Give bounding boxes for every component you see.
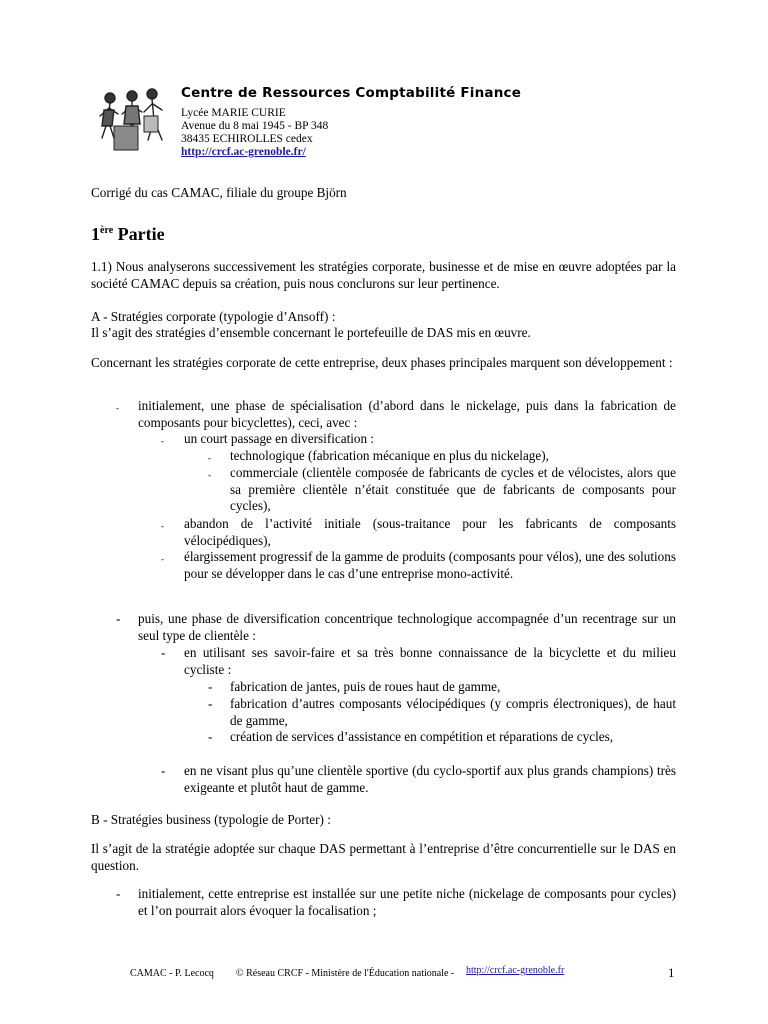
address-line: Avenue du 8 mai 1945 - BP 348	[181, 120, 329, 132]
footer-author: CAMAC - P. Lecocq	[130, 968, 214, 979]
list-item: fabrication de jantes, puis de roues haut de gamme,	[230, 679, 501, 694]
list-item: initialement, une phase de spécialisation (d’abord dans le nickelage, puis dans la fabrication de composants pour bicyclettes), ceci, avec :	[138, 398, 676, 430]
page-footer	[0, 965, 768, 985]
list-bullet: -	[208, 696, 213, 711]
list-bullet: -	[161, 554, 164, 564]
part-heading	[91, 220, 676, 245]
part-superscript: ère	[100, 225, 114, 236]
list-bullet: -	[161, 521, 164, 531]
list-bullet: -	[161, 645, 166, 660]
org-title: Centre de Ressources Comptabilité Finance	[181, 85, 522, 101]
address-line: Lycée MARIE CURIE	[181, 107, 286, 119]
footer-link[interactable]: http://crcf.ac-grenoble.fr	[466, 965, 565, 976]
document-title: Corrigé du cas CAMAC, filiale du groupe Björn	[91, 185, 347, 200]
list-bullet: -	[208, 729, 213, 744]
org-address	[181, 107, 328, 159]
list-bullet: -	[208, 679, 213, 694]
part-word: Partie	[117, 224, 165, 244]
address-line: 38435 ECHIROLLES cedex	[181, 133, 313, 145]
list-item: en ne visant plus qu’une clientèle sportive (du cyclo-sportif aux plus grands champions) très exigeante et plutôt haut de gamme.	[184, 763, 676, 795]
list-item: fabrication d’autres composants vélocipédiques (y compris électroniques), de haut de gamme,	[230, 696, 676, 728]
crcf-logo-icon	[92, 86, 168, 158]
list-item: puis, une phase de diversification concentrique technologique accompagnée d’un recentrage sur un seul type de clientèle :	[138, 611, 676, 643]
intro-paragraph: 1.1) Nous analyserons successivement les stratégies corporate, businesse et de mise en œuvre adoptées par la société CAMAC depuis sa création, puis nous conclurons sur leur pertinence.	[91, 259, 676, 291]
list-item: un court passage en diversification :	[184, 431, 375, 446]
list-bullet: -	[208, 453, 211, 463]
section-a-text: Il s’agit des stratégies d’ensemble concernant le portefeuille de DAS mis en œuvre.	[91, 325, 531, 340]
list-item: élargissement progressif de la gamme de produits (composants pour vélos), une des solutions pour se développer dans le cas d’une entreprise mono-activité.	[184, 549, 676, 581]
part-number: 1	[91, 224, 100, 244]
list-bullet: -	[116, 403, 119, 413]
list-item: abandon de l’activité initiale (sous-traitance pour les fabricants de composants vélocipédiques),	[184, 516, 676, 548]
corporate-paragraph: Concernant les stratégies corporate de cette entreprise, deux phases principales marquent son développement :	[91, 355, 673, 370]
list-item: en utilisant ses savoir-faire et sa très bonne connaissance de la bicyclette et du milieu cycliste :	[184, 645, 676, 677]
list-item: commerciale (clientèle composée de fabricants de cycles et de vélocistes, alors que sa première clientèle n’était constituée que de fabricants de composants pour cycles),	[230, 465, 676, 514]
section-a-title: A - Stratégies corporate (typologie d’Ansoff) :	[91, 309, 336, 324]
list-bullet: -	[116, 886, 121, 901]
page-number: 1	[668, 965, 675, 980]
list-bullet: -	[208, 470, 211, 480]
org-website-link[interactable]: http://crcf.ac-grenoble.fr/	[181, 146, 306, 158]
list-item: initialement, cette entreprise est installée sur une petite niche (nickelage de composants pour cycles) et l’on pourrait alors évoquer la focalisation ;	[138, 886, 676, 918]
list-bullet: -	[161, 763, 166, 778]
list-item: création de services d’assistance en compétition et réparations de cycles,	[230, 729, 614, 744]
list-item: technologique (fabrication mécanique en plus du nickelage),	[230, 448, 549, 463]
list-bullet: -	[161, 436, 164, 446]
footer-copyright: © Réseau CRCF - Ministère de l'Éducation nationale -	[236, 968, 455, 979]
list-bullet: -	[116, 611, 121, 626]
section-b-text: Il s’agit de la stratégie adoptée sur chaque DAS permettant à l’entreprise d’être concurrentielle sur le DAS en question.	[91, 841, 676, 873]
section-b-title: B - Stratégies business (typologie de Porter) :	[91, 812, 331, 827]
